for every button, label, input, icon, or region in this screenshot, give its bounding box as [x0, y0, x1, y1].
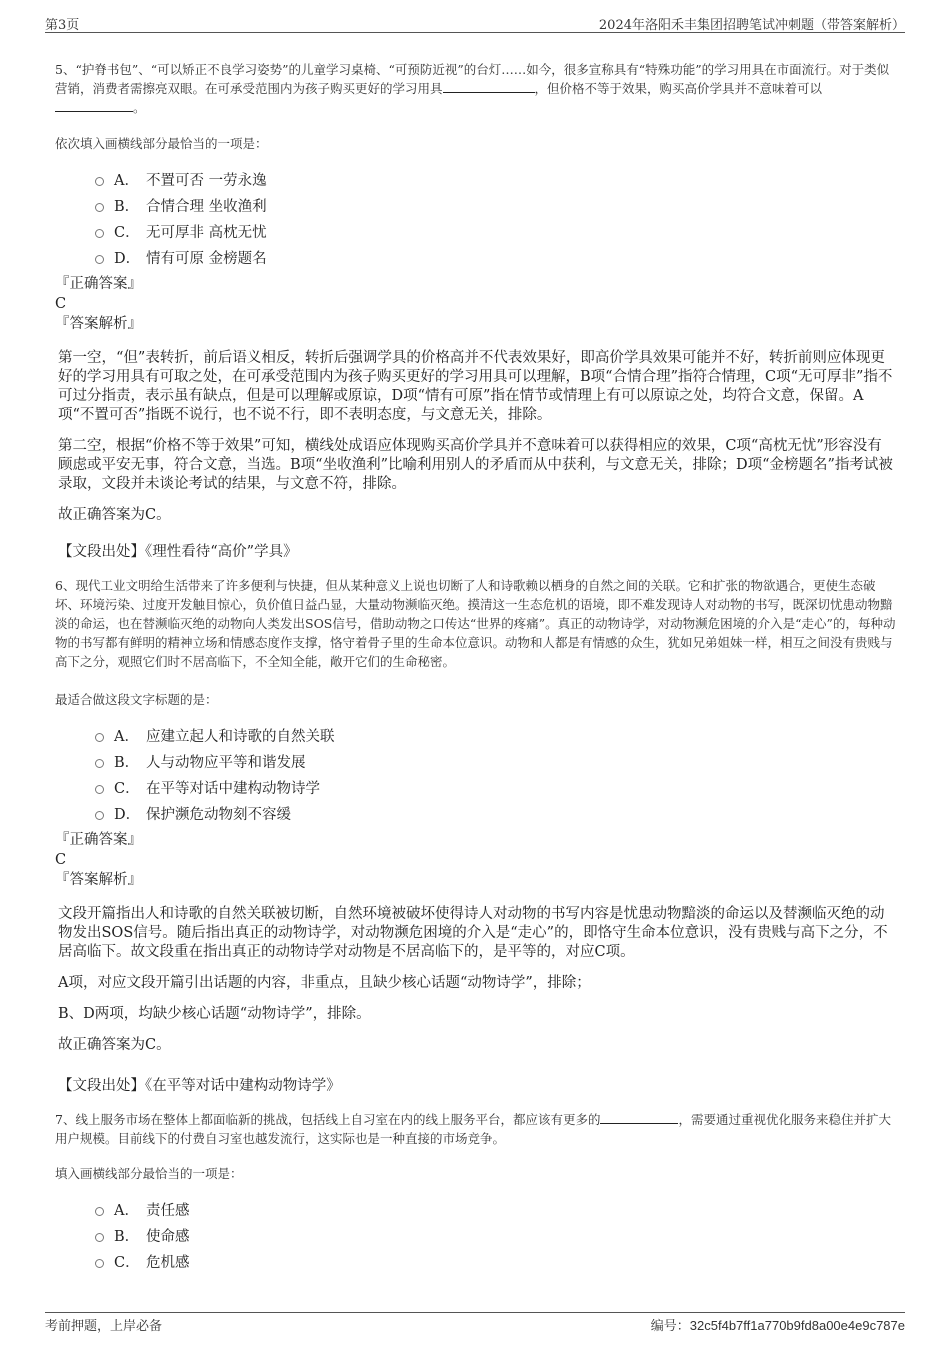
page-number: 第3页: [45, 18, 80, 33]
question-6-answer: [55, 830, 142, 890]
radio-icon[interactable]: [95, 811, 104, 820]
question-6-text: 6、现代工业文明给生活带来了许多便利与快捷，但从某种意义上说也切断了人和诗歌赖以栖身的自然之间的关联。它和扩张的物欲遇合，更使生态破坏、环境污染、过度开发触目惊心，负价值日益凸显，大量动物濒临灭绝。摸清这一生态危机的语境，即不难发现诗人对动物的书写，既深切忧患动物黯淡的命运，也在替濒临灭绝的动物向人类发出SOS信号，借助动物之口传达“世界的疼痛”。真正的动物诗学，对动物濒危困境的介入是“走心”的，每种动物的书写都有鲜明的精神立场和情感态度作支撑，恪守着骨子里的生命本位意识。动物和人都是有情感的众生，犹如兄弟姐妹一样，相互之间没有贵贱与高下之分，观照它们时不居高临下，不全知全能，敞开它们的生命秘密。: [55, 578, 896, 669]
radio-icon[interactable]: [95, 1259, 104, 1268]
radio-icon[interactable]: [95, 759, 104, 768]
option-c[interactable]: C． 危机感: [95, 1248, 190, 1274]
analysis-paragraph: 故正确答案为C。: [58, 507, 171, 523]
question-7-prompt: 填入画横线部分最恰当的一项是：: [55, 1166, 243, 1181]
option-a[interactable]: A． 不置可否 一劳永逸: [95, 166, 267, 192]
analysis-label: 『答案解析』: [55, 872, 142, 888]
radio-icon[interactable]: [95, 203, 104, 212]
question-5-options: [95, 166, 267, 270]
question-5-analysis: [58, 349, 894, 537]
fill-blank: [600, 1110, 678, 1124]
question-7-options: [95, 1196, 190, 1274]
radio-icon[interactable]: [95, 177, 104, 186]
option-d[interactable]: D． 保护濒危动物刻不容缓: [95, 800, 335, 826]
radio-icon[interactable]: [95, 785, 104, 794]
document-title: 2024年洛阳禾丰集团招聘笔试冲刺题（带答案解析）: [598, 18, 905, 33]
analysis-paragraph: 第二空，根据“价格不等于效果”可知，横线处成语应体现购买高价学具并不意味着可以获得相应的效果，C项“高枕无忧”形容没有顾虑或平安无事，符合文意，当选。B项“坐收渔利”比喻利用别人的矛盾而从中获利，与文意无关，排除；D项“金榜题名”指考试被录取，文段并未谈论考试的结果，与文意不符，排除。: [58, 438, 893, 492]
page-footer: [45, 1312, 905, 1337]
question-7-text: 7、线上服务市场在整体上都面临新的挑战，包括线上自习室在内的线上服务平台，都应该有更多的 ，需要通过重视优化服务来稳住并扩大用户规模。目前线下的付费自习室也越发流行，这实际也是一种直接的市场竞争。: [55, 1112, 891, 1146]
answer-value: C: [55, 296, 67, 312]
analysis-paragraph: B、D两项，均缺少核心话题“动物诗学”，排除。: [58, 1006, 371, 1022]
option-b[interactable]: B． 合情合理 坐收渔利: [95, 192, 267, 218]
option-b[interactable]: B． 人与动物应平等和谐发展: [95, 748, 335, 774]
analysis-paragraph: 文段开篇指出人和诗歌的自然关联被切断，自然环境被破坏使得诗人对动物的书写内容是忧患动物黯淡的命运以及替濒临灭绝的动物发出SOS信号。随后指出真正的动物诗学，对动物濒危困境的介入是“走心”的，即恪守生命本位意识，没有贵贱与高下之分，不居高临下。故文段重在指出真正的动物诗学对动物是不居高临下的，是平等的，对应C项。: [58, 906, 888, 960]
option-c[interactable]: C． 在平等对话中建构动物诗学: [95, 774, 335, 800]
analysis-label: 『答案解析』: [55, 316, 142, 332]
analysis-paragraph: A项，对应文段开篇引出话题的内容，非重点，且缺少核心话题“动物诗学”，排除；: [58, 975, 591, 991]
answer-value: C: [55, 852, 67, 868]
question-5-text: 5、“护脊书包”、“可以矫正不良学习姿势”的儿童学习桌椅、“可预防近视”的台灯……如今，很多宣称具有“特殊功能”的学习用具在市面流行。对于类似营销，消费者需擦亮双眼。在可承受范围内为孩子购买更好的学习用具 ，但价格不等于效果，购买高价学具并不意味着可以。: [55, 62, 890, 115]
question-6-analysis: [58, 905, 894, 1067]
option-a[interactable]: A． 应建立起人和诗歌的自然关联: [95, 722, 335, 748]
page-header: [45, 12, 905, 33]
radio-icon[interactable]: [95, 1207, 104, 1216]
fill-blank: [55, 98, 133, 112]
analysis-paragraph: 故正确答案为C。: [58, 1037, 171, 1053]
question-6-options: [95, 722, 335, 826]
question-5-source: 【文段出处】《理性看待“高价”学具》: [58, 544, 298, 560]
question-6-source: 【文段出处】《在平等对话中建构动物诗学》: [58, 1078, 341, 1094]
question-5-answer: [55, 274, 142, 334]
footer-slogan: 考前押题，上岸必备: [45, 1319, 163, 1334]
radio-icon[interactable]: [95, 1233, 104, 1242]
fill-blank: [443, 79, 535, 93]
document-code: 编号：32c5f4b7ff1a770b9fd8a00e4e9c787e: [650, 1318, 905, 1334]
question-5-prompt: 依次填入画横线部分最恰当的一项是：: [55, 136, 268, 151]
radio-icon[interactable]: [95, 229, 104, 238]
radio-icon[interactable]: [95, 255, 104, 264]
answer-label: 『正确答案』: [55, 276, 142, 292]
option-c[interactable]: C． 无可厚非 高枕无忧: [95, 218, 267, 244]
answer-label: 『正确答案』: [55, 832, 142, 848]
analysis-paragraph: 第一空，“但”表转折，前后语义相反，转折后强调学具的价格高并不代表效果好，即高价学具效果可能并不好，转折前则应体现更好的学习用具有可取之处，在可承受范围内为孩子购买更好的学习用具可以理解，B项“合情合理”指符合情理，C项“无可厚非”指不可过分指责，表示虽有缺点，但是可以理解或原谅，D项“情有可原”指在情节或情理上有可以原谅之处，均符合文意，保留。A项“不置可否”指既不说行，也不说不行，即不表明态度，与文意无关，排除。: [58, 350, 893, 423]
option-d[interactable]: D． 情有可原 金榜题名: [95, 244, 267, 270]
option-a[interactable]: A． 责任感: [95, 1196, 190, 1222]
question-6-prompt: 最适合做这段文字标题的是：: [55, 692, 218, 707]
option-b[interactable]: B． 使命感: [95, 1222, 190, 1248]
radio-icon[interactable]: [95, 733, 104, 742]
